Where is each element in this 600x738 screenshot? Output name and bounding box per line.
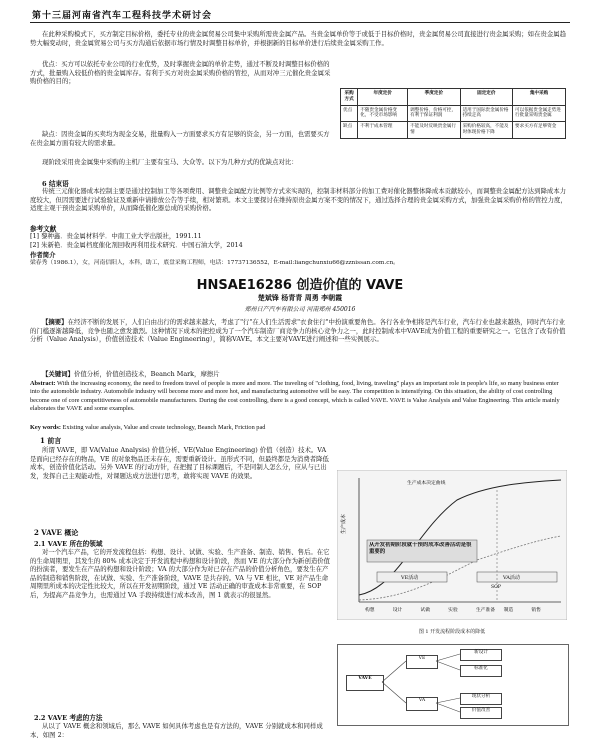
abstract-en [30, 380, 570, 424]
figure2-diagram [337, 644, 569, 726]
new-design-box: 新设计 [460, 649, 502, 661]
abstract-cn [30, 318, 570, 370]
improve-box: 价值改善 [460, 707, 502, 719]
keywords-en-label: Key words: [30, 424, 61, 431]
stage-label: 试做 [420, 608, 431, 613]
article-title: HNSAE16286 创造价值的 VAVE [196, 278, 404, 293]
table-cell: 要求买方有足够资金 [513, 122, 566, 139]
stage-label: 设计 [392, 608, 403, 613]
table-cell: 不能及时反映贵金属行情 [408, 122, 460, 139]
va-box: VA [406, 697, 438, 711]
stage-label: 生产准备 [475, 608, 496, 613]
table-cell: 调整价格，价格可控，有利于保证利润 [408, 105, 460, 122]
section21-heading: 2.1 VAVE 所在的领域 [34, 540, 103, 548]
table-header-cell: 集中采购 [513, 89, 566, 106]
section1-text: 所谓 VAVE，即 VA(Value Analysis) 价值分析、VE(Value Engineering) 价值（创造）技术。VA 是面向已经存在的物品，VE 的对象物品还未存在，需要重新设计。虽形式不同，但最终都是为消费者降低成本，创造价值化活动。另外 VAVE 的行动方针，在把握了目标课题后，不是同制人怎么分，应从与已出发，发挥自己主观能动性，对课题达成方法进行思考，敢将实现 VAVE 的效果。 [30, 446, 329, 480]
callout-text: 从开发初期阶段就干预的成本改善活动是很重要的 [369, 542, 472, 555]
section22-text: 从以了 VAVE 概念和领域后，那么 VAVE 如何具体考虑也是有方法的，VAVE 分别就成本和同样成本，如图 2： [30, 722, 323, 738]
keywords-cn-text: 价值分析，价值创造技术，Beanch Mark，摩擦片 [73, 370, 220, 378]
table-cell: 不随贵金属价格变化，不受市场影响 [358, 105, 408, 122]
table-cell: 不利于成本管理 [358, 122, 408, 139]
section2-heading: 2 VAVE 概论 [34, 528, 79, 537]
author-bio: 梁春秀（1986.1），女，河南信阳人，本科，助工，底盘采购工程师，电话：17737136552，E-mail:liangchunxiu66@zznissan.com.cn。 [30, 260, 399, 266]
sop-label: SOP [491, 585, 502, 590]
section21-text: 对一个汽车产品，它的开发流程包括：构想、设计、试做、实验、生产准备、制造、销售、售后。在它的生命周期里，其发生的 80% 成本决定于开发流程中构想和设计阶段，然而 VE 的大部分作为新创造价值的扮演者，要发生在产品的构想和设计阶段；VA 的大部分作为对已存在产品的价值分析角色，要发生在产品的制造和销售阶段，在试做、实验、生产准备阶段，VAVE 是共存的。VA 与 VE 相比，VE 对产品生命周期里所成本的决定性比较大，所以在开发初期阶段，通过 VE 活动正确的审查成本非常重要，在 SOP 后，为提高产品竞争力，也需通过 VA 手段持续进行成本改善，图 1 就表示的很显然。 [30, 548, 330, 599]
abstract-label: 【摘要】 [42, 318, 68, 326]
table-header-cell: 采购方式 [341, 89, 358, 106]
intro-paragraph: 在此种采购模式下，买方制定目标价格，委托专业的贵金属贸易公司集中采购所需贵金属产品。当贵金属单价等于或低于目标价格时，贵金属贸易公司直接进行贵金属采购；如在贵金属趋势大幅变动时，贵金属贸易公司与买方沟通后依据市场行情及时调整目标单价，并根据新的目标单价进行后续贵金属采购工作。 [30, 30, 567, 47]
section1-heading: 1 前言 [40, 436, 62, 445]
table-header-cell: 季度定价 [408, 89, 460, 106]
conclusion-paragraph: 传统三元催化器成本控制主要是通过控制加工等各项费用、调整贵金属配方比例等方式来实现的，控制非材料部分的加工费对催化器整体降成本贡献较小，而调整贵金属配方达到降成本力度较大，但因需要进行试验验证及重新申请排放公告等手续，相对繁琐。本文主要探讨在维持原贵金属方案不变的情况下，通过选择合理的贵金属采购方式，加强贵金属采购价格的管控力度，适度主观干预贵金属采购单价，从而降低催化器总成的采购价格。 [30, 187, 567, 213]
table-cell: 缺点 [341, 122, 358, 139]
conclusion-heading: 6 结束语 [42, 180, 69, 188]
table-header-row [341, 89, 566, 106]
keywords-cn [30, 370, 570, 379]
stage-label: 销售 [531, 608, 541, 613]
author-intro-heading: 作者简介 [30, 251, 56, 259]
table-cell: 优点 [341, 105, 358, 122]
flow-connectors [338, 645, 568, 725]
vave-box: VAVE [346, 675, 384, 691]
keywords-en [30, 424, 570, 433]
ve-label: VE活动 [401, 575, 419, 581]
abstract-cn-text: 在经济不断的发展下，人们自由出行的需求越来越大，考虑了"行"在人们生活需求"衣食住行"中扮演重要角色。各行各业争相将是汽车行业，汽车行业也越来越热，同时汽车行业的门槛逐渐越降低，竞争也随之愈发激烈。这种情况下成本的把控成为了一个汽车制造厂商竞争力的核心竞争力之一，此时控制成本中VAVE成为价值工程的重要研究之一。它包含了改有价值分析（Value Analysis），价值创造技术（Value Engineering），简称VAVE。本文主要对VAVE进行阐述和一些实例展示。 [30, 318, 566, 344]
table-header-cell: 固定定价 [460, 89, 512, 106]
curve-label: 生产成本决定曲线 [407, 481, 446, 486]
figure1-caption: 图 1 开发流程阶段成本的降低 [418, 629, 486, 635]
section22-heading: 2.2 VAVE 考虑的方法 [34, 714, 103, 722]
pros-paragraph: 优点：买方可以依托专业公司的行业优势，及时掌握贵金属的单价走势，通过不断及时调整目标价格的方式，批量购入较低价格的贵金属库存。有利于买方对贵金属采购价格的管控，从而对冲三元催化贵金属采购价格的目的； [30, 60, 331, 86]
stage-label: 实验 [448, 608, 458, 613]
figure1-chart [337, 470, 567, 620]
table-cell: 可以依据贵金属走势进行批量采购贵金属 [513, 105, 566, 122]
table-cell: 采购价格较高，不能及时体现价格下降 [460, 122, 512, 139]
journal-header: 第十三届河南省汽车工程科技学术研讨会 [32, 11, 213, 21]
va-label: VA活动 [503, 575, 520, 581]
comparison-table [340, 88, 566, 139]
article-affiliation: 郑州日产汽车有限公司 河南郑州 450016 [244, 306, 356, 313]
table-row [341, 122, 566, 139]
y-axis-label: 生产成本 [341, 513, 347, 534]
summary-paragraph: 现阶段采用贵金属集中采购的主机厂主要有宝马、大众等。以下为几种方式的优缺点对比： [42, 158, 298, 166]
table-header-cell: 年度定价 [358, 89, 408, 106]
stage-label: 制造 [503, 608, 514, 613]
keywords-label: 【关键词】 [42, 370, 74, 378]
keywords-en-text: Existing value analysis, Value and create technology, Beanch Mark, Friction pad [62, 424, 266, 431]
reference-item: [2] 朱新艳．贵金属档度催化剂回收再利用技术研究．中国石油大学，2014 [30, 241, 243, 249]
table-cell: 适用于国际贵金属价格持续走高 [460, 105, 512, 122]
table-row [341, 105, 566, 122]
article-authors: 楚斌锋 杨青青 周勇 李朝霞 [257, 293, 343, 302]
cons-paragraph: 缺点：因贵金属的买卖均为现金交易，批量购入一方面要求买方有足够的资金，另一方面，也需要买方在贵金属方面有较大的需求量。 [30, 130, 330, 147]
header-rule [30, 22, 570, 23]
ve-box: VE [406, 655, 438, 669]
analysis-box: 现状分析 [460, 693, 502, 705]
stage-label: 构想 [365, 608, 375, 613]
standardize-box: 标准化 [460, 665, 502, 677]
references-heading: 参考文献 [30, 225, 57, 233]
abstract-en-text: With the increasing economy, the need to freedom travel of people is more and more. The traveling of "clothing, food, living, traveling" plays an important role in people's life, so many business enter into the automobile industry. Automobile industry will become more and more hot, and manufacturing automotive will be easy. The competition is intensifying. On this situation, the ability of cost controlling become one of core competitiveness of automobile manufacturers. During the cost controlling, there is a good concept, which is called VAVE. VAVE is Value Analysis and Value Engineering. This article mainly elaborates the VAVE and some examples. [30, 380, 560, 413]
abstract-en-label: Abstract: [30, 380, 56, 387]
reference-item: [1] 黎种鑫．贵金属材料学．中南工业大学出版社，1991.11 [30, 232, 202, 240]
